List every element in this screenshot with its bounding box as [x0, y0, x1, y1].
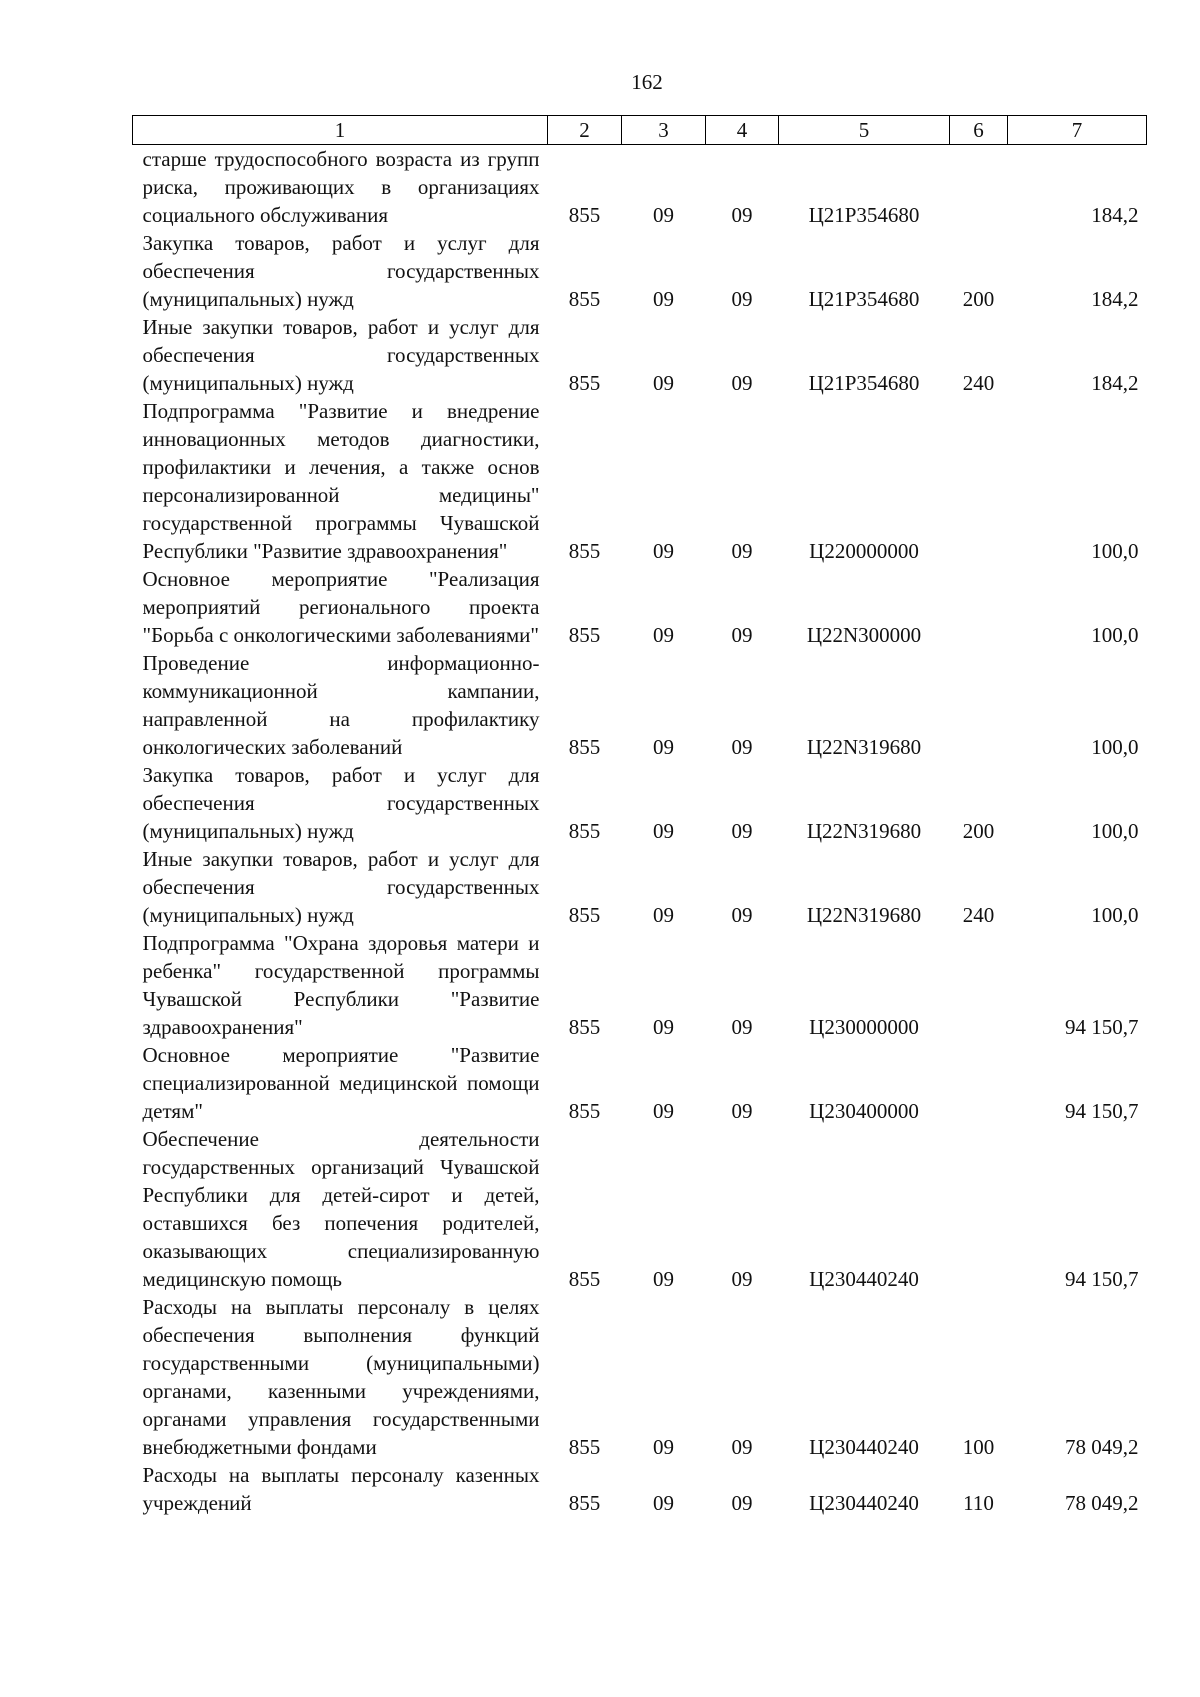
row-amount: 94 150,7 — [1065, 1267, 1139, 1291]
row-amount: 100,0 — [1091, 903, 1139, 927]
table-row — [133, 313, 1147, 397]
row-ministry-code: 855 — [568, 1099, 601, 1123]
row-target-item-code: Ц230440240 — [809, 1491, 919, 1515]
row-ministry-code: 855 — [568, 539, 601, 563]
row-amount: 100,0 — [1091, 819, 1139, 843]
budget-table — [132, 115, 1147, 1517]
row-amount: 100,0 — [1091, 623, 1139, 647]
row-expense-type-code — [950, 649, 1008, 761]
row-target-item-code: Ц230440240 — [809, 1267, 919, 1291]
row-amount: 94 150,7 — [1065, 1099, 1139, 1123]
column-header: 3 — [622, 116, 706, 145]
row-expense-type-code — [950, 1125, 1008, 1293]
row-expense-type-code — [950, 565, 1008, 649]
table-row — [133, 929, 1147, 1041]
row-ministry-code: 855 — [568, 819, 601, 843]
row-section-code: 09 — [653, 1267, 674, 1291]
row-subsection-code: 09 — [731, 287, 753, 311]
row-section-code: 09 — [653, 1491, 674, 1515]
row-section-code: 09 — [653, 735, 674, 759]
row-subsection-code: 09 — [731, 735, 753, 759]
row-ministry-code: 855 — [568, 1015, 601, 1039]
row-target-item-code: Ц21P354680 — [808, 203, 920, 227]
table-row — [133, 761, 1147, 845]
table-body — [133, 145, 1147, 1518]
row-ministry-code: 855 — [568, 903, 601, 927]
row-section-code: 09 — [653, 371, 674, 395]
row-expense-type-code: 110 — [963, 1491, 994, 1515]
column-header: 4 — [706, 116, 779, 145]
table-row — [133, 565, 1147, 649]
row-amount: 94 150,7 — [1065, 1015, 1139, 1039]
row-target-item-code: Ц230000000 — [809, 1015, 919, 1039]
table-row — [133, 229, 1147, 313]
row-description: Проведение информационно-коммуникационной кампании, направленной на профилактику онкологических заболеваний — [142, 651, 540, 759]
row-expense-type-code: 200 — [962, 287, 995, 311]
row-description: Обеспечение деятельности государственных организаций Чувашской Республики для детей-сирот и детей, оставшихся без попечения родителей, оказывающих специализированную медицинскую помощь — [142, 1127, 540, 1291]
row-description: Основное мероприятие "Развитие специализированной медицинской помощи детям" — [142, 1043, 540, 1123]
row-target-item-code: Ц21P354680 — [808, 287, 920, 311]
row-description: Иные закупки товаров, работ и услуг для обеспечения государственных (муниципальных) нужд — [142, 315, 540, 395]
row-target-item-code: Ц22N319680 — [806, 903, 922, 927]
row-amount: 78 049,2 — [1065, 1491, 1139, 1515]
row-expense-type-code — [950, 1041, 1008, 1125]
row-target-item-code: Ц21P354680 — [808, 371, 920, 395]
row-target-item-code: Ц230440240 — [809, 1435, 919, 1459]
row-target-item-code: Ц230400000 — [809, 1099, 919, 1123]
table-row — [133, 1125, 1147, 1293]
row-expense-type-code — [950, 929, 1008, 1041]
row-section-code: 09 — [653, 539, 674, 563]
column-header: 1 — [133, 116, 548, 145]
row-ministry-code: 855 — [568, 623, 601, 647]
row-subsection-code: 09 — [731, 1435, 753, 1459]
row-section-code: 09 — [653, 1435, 674, 1459]
row-expense-type-code — [950, 397, 1008, 565]
row-section-code: 09 — [653, 203, 674, 227]
row-subsection-code: 09 — [731, 203, 753, 227]
column-header: 5 — [779, 116, 950, 145]
row-expense-type-code — [950, 145, 1008, 230]
row-description: Закупка товаров, работ и услуг для обеспечения государственных (муниципальных) нужд — [142, 231, 540, 311]
row-expense-type-code: 200 — [962, 819, 995, 843]
row-amount: 184,2 — [1091, 287, 1139, 311]
row-target-item-code: Ц22N300000 — [806, 623, 922, 647]
row-expense-type-code: 100 — [962, 1435, 995, 1459]
row-expense-type-code: 240 — [962, 371, 995, 395]
table-row — [133, 649, 1147, 761]
row-ministry-code: 855 — [568, 1267, 601, 1291]
row-expense-type-code: 240 — [962, 903, 995, 927]
row-description: старше трудоспособного возраста из групп риска, проживающих в организациях социального обслуживания — [142, 147, 540, 227]
row-ministry-code: 855 — [568, 287, 601, 311]
row-subsection-code: 09 — [731, 539, 753, 563]
table-row — [133, 397, 1147, 565]
row-ministry-code: 855 — [568, 371, 601, 395]
row-description: Закупка товаров, работ и услуг для обеспечения государственных (муниципальных) нужд — [142, 763, 540, 843]
row-ministry-code: 855 — [568, 1435, 601, 1459]
row-target-item-code: Ц220000000 — [809, 539, 919, 563]
row-amount: 100,0 — [1091, 735, 1139, 759]
table-row — [133, 145, 1147, 230]
row-section-code: 09 — [653, 1099, 674, 1123]
table-row — [133, 1041, 1147, 1125]
table-row — [133, 1293, 1147, 1461]
row-amount: 100,0 — [1091, 539, 1139, 563]
row-section-code: 09 — [653, 623, 674, 647]
row-subsection-code: 09 — [731, 903, 753, 927]
row-section-code: 09 — [653, 287, 674, 311]
row-ministry-code: 855 — [568, 1491, 601, 1515]
row-section-code: 09 — [653, 1015, 674, 1039]
row-subsection-code: 09 — [731, 1267, 753, 1291]
table-row — [133, 845, 1147, 929]
column-header: 7 — [1008, 116, 1147, 145]
row-target-item-code: Ц22N319680 — [806, 735, 922, 759]
column-header: 6 — [950, 116, 1008, 145]
row-subsection-code: 09 — [731, 819, 753, 843]
row-description: Расходы на выплаты персоналу в целях обеспечения выполнения функций государственными (муниципальными) органами, казенными учреждениями, органами управления государственными внебюджетными фондами — [142, 1295, 540, 1459]
row-subsection-code: 09 — [731, 1015, 753, 1039]
row-subsection-code: 09 — [731, 371, 753, 395]
row-amount: 184,2 — [1091, 203, 1139, 227]
row-subsection-code: 09 — [731, 1099, 753, 1123]
row-target-item-code: Ц22N319680 — [806, 819, 922, 843]
row-subsection-code: 09 — [731, 623, 753, 647]
row-section-code: 09 — [653, 819, 674, 843]
table-row — [133, 1461, 1147, 1517]
page-number: 162 — [631, 70, 663, 94]
row-section-code: 09 — [653, 903, 674, 927]
column-header: 2 — [548, 116, 622, 145]
row-description: Основное мероприятие "Реализация мероприятий регионального проекта "Борьба с онкологическими заболеваниями" — [142, 567, 540, 647]
row-ministry-code: 855 — [568, 203, 601, 227]
row-amount: 78 049,2 — [1065, 1435, 1139, 1459]
row-ministry-code: 855 — [568, 735, 601, 759]
row-description: Иные закупки товаров, работ и услуг для обеспечения государственных (муниципальных) нужд — [142, 847, 540, 927]
row-description: Расходы на выплаты персоналу казенных учреждений — [142, 1463, 540, 1515]
column-number-header — [133, 116, 1147, 145]
row-description: Подпрограмма "Развитие и внедрение инновационных методов диагностики, профилактики и лечения, а также основ персонализированной медицины" государственной программы Чувашской Республики "Развитие здравоохранения" — [142, 399, 540, 563]
row-amount: 184,2 — [1091, 371, 1139, 395]
row-subsection-code: 09 — [731, 1491, 753, 1515]
row-description: Подпрограмма "Охрана здоровья матери и ребенка" государственной программы Чувашской Республики "Развитие здравоохранения" — [142, 931, 540, 1039]
